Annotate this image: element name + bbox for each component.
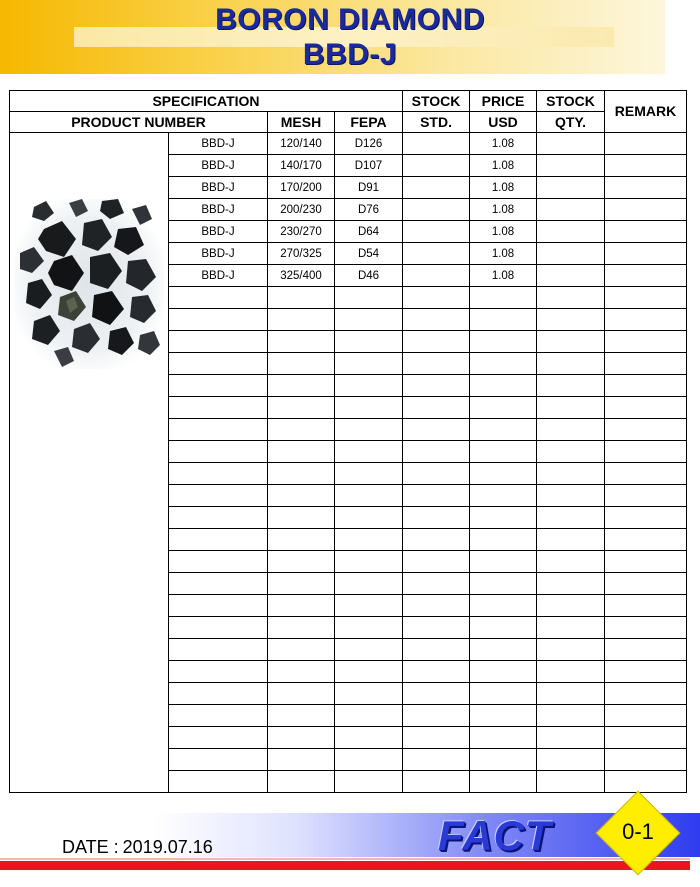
fepa-cell: D107 [335,155,403,177]
fepa-cell [335,727,403,749]
mesh-cell [268,397,335,419]
stock-qty-cell [537,771,605,793]
page-subtitle: BBD-J [302,38,398,71]
remark-cell [605,683,687,705]
table-body [10,133,687,793]
header-stock-std-bottom: STD. [403,112,470,133]
header-price-bottom: USD [470,112,537,133]
mesh-cell: 140/170 [268,155,335,177]
price-cell [470,287,537,309]
stock-qty-cell [537,705,605,727]
stock-qty-cell [537,265,605,287]
product-cell [169,573,268,595]
fepa-cell [335,573,403,595]
product-cell [169,287,268,309]
mesh-cell [268,331,335,353]
stock-qty-cell [537,507,605,529]
stock-qty-cell [537,155,605,177]
product-cell [169,661,268,683]
stock-qty-cell [537,397,605,419]
remark-cell [605,705,687,727]
stock-std-cell [403,375,470,397]
remark-cell [605,485,687,507]
fepa-cell [335,683,403,705]
stock-std-cell [403,309,470,331]
mesh-cell: 170/200 [268,177,335,199]
stock-std-cell [403,595,470,617]
price-cell [470,705,537,727]
stock-qty-cell [537,485,605,507]
fepa-cell [335,771,403,793]
remark-cell [605,507,687,529]
mesh-cell [268,595,335,617]
remark-cell [605,771,687,793]
mesh-cell [268,683,335,705]
stock-qty-cell [537,221,605,243]
price-cell [470,639,537,661]
mesh-cell: 200/230 [268,199,335,221]
crystals-graphic [14,199,164,369]
header-price-top: PRICE [470,91,537,112]
stock-std-cell [403,397,470,419]
remark-cell [605,375,687,397]
fact-logo: FACT [438,812,552,859]
mesh-cell: 230/270 [268,221,335,243]
stock-qty-cell [537,683,605,705]
price-cell [470,309,537,331]
fepa-cell: D54 [335,243,403,265]
mesh-cell [268,705,335,727]
price-cell [470,683,537,705]
remark-cell [605,419,687,441]
stock-std-cell [403,749,470,771]
header-mesh: MESH [268,112,335,133]
fepa-cell [335,551,403,573]
fepa-cell: D64 [335,221,403,243]
price-cell [470,441,537,463]
price-cell [470,661,537,683]
stock-qty-cell [537,375,605,397]
stock-qty-cell [537,177,605,199]
product-cell [169,749,268,771]
product-cell [169,705,268,727]
price-cell [470,353,537,375]
remark-cell [605,331,687,353]
price-cell [470,727,537,749]
stock-std-cell [403,529,470,551]
stock-std-cell [403,419,470,441]
stock-std-cell [403,573,470,595]
price-cell: 1.08 [470,133,537,155]
stock-std-cell [403,221,470,243]
fepa-cell [335,375,403,397]
product-cell [169,617,268,639]
remark-cell [605,265,687,287]
stock-qty-cell [537,287,605,309]
price-cell [470,529,537,551]
product-cell [169,639,268,661]
header-stock-qty-bottom: QTY. [537,112,605,133]
product-cell [169,529,268,551]
price-cell: 1.08 [470,243,537,265]
stock-std-cell [403,441,470,463]
remark-cell [605,617,687,639]
fepa-cell [335,595,403,617]
header-product-number: PRODUCT NUMBER [10,112,268,133]
mesh-cell [268,749,335,771]
fepa-cell [335,617,403,639]
mesh-cell [268,771,335,793]
product-cell [169,375,268,397]
fepa-cell [335,441,403,463]
fepa-cell: D46 [335,265,403,287]
price-cell: 1.08 [470,265,537,287]
product-cell: BBD-J [169,243,268,265]
stock-qty-cell [537,243,605,265]
price-cell [470,463,537,485]
fepa-cell [335,331,403,353]
stock-std-cell [403,639,470,661]
date-value: 2019.07.16 [122,837,213,857]
product-cell [169,595,268,617]
header-fepa: FEPA [335,112,403,133]
stock-std-cell [403,617,470,639]
stock-std-cell [403,243,470,265]
stock-qty-cell [537,331,605,353]
product-cell [169,551,268,573]
stock-std-cell [403,287,470,309]
remark-cell [605,309,687,331]
stock-std-cell [403,507,470,529]
fepa-cell [335,639,403,661]
mesh-cell: 120/140 [268,133,335,155]
product-cell [169,727,268,749]
stock-qty-cell [537,133,605,155]
mesh-cell [268,463,335,485]
stock-std-cell [403,683,470,705]
stock-qty-cell [537,419,605,441]
product-cell [169,485,268,507]
specification-table [9,90,687,793]
stock-std-cell [403,177,470,199]
mesh-cell: 325/400 [268,265,335,287]
fepa-cell: D76 [335,199,403,221]
product-cell [169,507,268,529]
stock-std-cell [403,727,470,749]
fepa-cell [335,705,403,727]
mesh-cell [268,639,335,661]
page-number-diamond [600,795,676,871]
fepa-cell: D91 [335,177,403,199]
mesh-cell [268,419,335,441]
product-cell [169,419,268,441]
remark-cell [605,199,687,221]
price-cell: 1.08 [470,199,537,221]
fepa-cell [335,749,403,771]
fepa-cell [335,309,403,331]
header-stock-qty-top: STOCK [537,91,605,112]
mesh-cell [268,551,335,573]
stock-qty-cell [537,749,605,771]
footer-red-line [0,861,690,870]
stock-std-cell [403,463,470,485]
header-stock-std-top: STOCK [403,91,470,112]
mesh-cell [268,661,335,683]
stock-std-cell [403,661,470,683]
price-cell [470,331,537,353]
remark-cell [605,133,687,155]
footer-red-line-highlight [0,858,690,860]
stock-std-cell [403,265,470,287]
mesh-cell [268,507,335,529]
stock-std-cell [403,155,470,177]
product-cell [169,463,268,485]
product-cell [169,683,268,705]
mesh-cell [268,309,335,331]
remark-cell [605,221,687,243]
remark-cell [605,573,687,595]
remark-cell [605,727,687,749]
price-cell [470,507,537,529]
mesh-cell [268,573,335,595]
mesh-cell [268,353,335,375]
stock-qty-cell [537,309,605,331]
stock-std-cell [403,331,470,353]
fepa-cell [335,287,403,309]
stock-std-cell [403,485,470,507]
product-image-cell [10,133,169,793]
product-cell [169,771,268,793]
stock-std-cell [403,353,470,375]
remark-cell [605,441,687,463]
remark-cell [605,529,687,551]
date-label: DATE : [62,837,119,857]
product-cell [169,397,268,419]
remark-cell [605,155,687,177]
remark-cell [605,243,687,265]
date-text [62,837,213,858]
remark-cell [605,177,687,199]
product-cell: BBD-J [169,221,268,243]
mesh-cell: 270/325 [268,243,335,265]
fepa-cell [335,485,403,507]
price-cell [470,551,537,573]
fepa-cell [335,463,403,485]
remark-cell [605,749,687,771]
remark-cell [605,397,687,419]
remark-cell [605,639,687,661]
price-cell [470,397,537,419]
stock-qty-cell [537,463,605,485]
stock-std-cell [403,771,470,793]
stock-qty-cell [537,661,605,683]
remark-cell [605,353,687,375]
stock-qty-cell [537,639,605,661]
product-cell [169,309,268,331]
mesh-cell [268,727,335,749]
fepa-cell [335,529,403,551]
stock-qty-cell [537,551,605,573]
mesh-cell [268,617,335,639]
remark-cell [605,463,687,485]
stock-std-cell [403,551,470,573]
price-cell [470,771,537,793]
product-cell: BBD-J [169,199,268,221]
stock-qty-cell [537,573,605,595]
header-specification: SPECIFICATION [10,91,403,112]
mesh-cell [268,485,335,507]
price-cell [470,419,537,441]
product-cell: BBD-J [169,265,268,287]
stock-std-cell [403,133,470,155]
mesh-cell [268,529,335,551]
remark-cell [605,287,687,309]
page-title: BORON DIAMOND [215,3,485,36]
remark-cell [605,661,687,683]
mesh-cell [268,375,335,397]
page-number: 0-1 [622,819,654,844]
diamond-crystals-image [14,199,164,369]
stock-qty-cell [537,441,605,463]
stock-qty-cell [537,353,605,375]
price-cell: 1.08 [470,155,537,177]
price-cell [470,617,537,639]
fepa-cell [335,419,403,441]
price-cell [470,573,537,595]
price-cell [470,485,537,507]
price-cell [470,595,537,617]
price-cell [470,749,537,771]
fepa-cell: D126 [335,133,403,155]
product-cell [169,331,268,353]
product-cell: BBD-J [169,133,268,155]
product-cell: BBD-J [169,155,268,177]
stock-std-cell [403,705,470,727]
mesh-cell [268,287,335,309]
price-cell: 1.08 [470,177,537,199]
mesh-cell [268,441,335,463]
product-cell: BBD-J [169,177,268,199]
price-cell [470,375,537,397]
fepa-cell [335,661,403,683]
price-cell: 1.08 [470,221,537,243]
stock-qty-cell [537,199,605,221]
stock-std-cell [403,199,470,221]
remark-cell [605,551,687,573]
stock-qty-cell [537,727,605,749]
table-row [10,133,687,155]
stock-qty-cell [537,595,605,617]
product-cell [169,353,268,375]
stock-qty-cell [537,529,605,551]
stock-qty-cell [537,617,605,639]
fepa-cell [335,397,403,419]
remark-cell [605,595,687,617]
fepa-cell [335,353,403,375]
product-cell [169,441,268,463]
header-remark: REMARK [605,91,687,133]
fepa-cell [335,507,403,529]
